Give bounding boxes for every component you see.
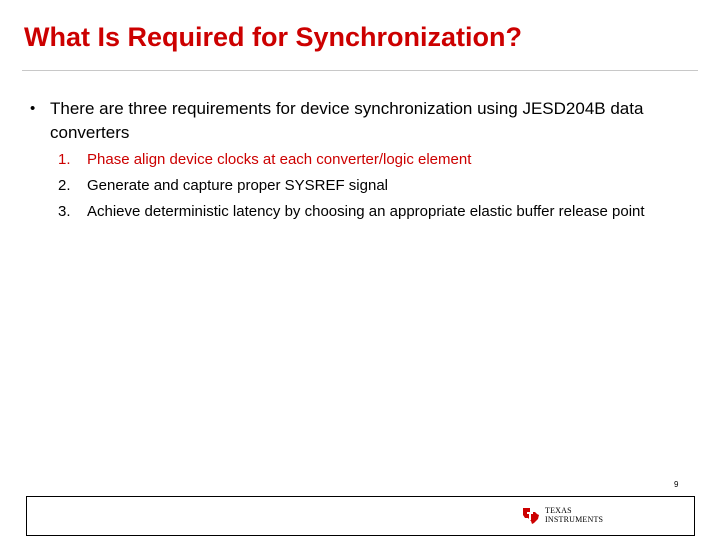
main-bullet bbox=[30, 97, 670, 145]
list-item bbox=[58, 202, 668, 222]
slide-title: What Is Required for Synchronization? bbox=[24, 22, 523, 52]
title-divider bbox=[22, 70, 698, 71]
bullet-marker: • bbox=[30, 100, 36, 117]
list-item-text: Achieve deterministic latency by choosing an appropriate elastic buffer release point bbox=[87, 203, 645, 220]
bullet-text: There are three requirements for device synchronization using JESD204B data converters bbox=[50, 99, 644, 142]
list-item-number: 1. bbox=[58, 151, 71, 168]
logo-line-2: INSTRUMENTS bbox=[545, 515, 604, 524]
list-item-number: 2. bbox=[58, 177, 71, 194]
list-item bbox=[58, 150, 668, 170]
logo-line-1: TEXAS bbox=[545, 506, 572, 515]
texas-state-icon bbox=[521, 505, 541, 525]
list-item-text: Generate and capture proper SYSREF signal bbox=[87, 177, 389, 194]
list-item-number: 3. bbox=[58, 203, 71, 220]
list-item-text: Phase align device clocks at each converter/logic element bbox=[87, 151, 472, 168]
page-number: 9 bbox=[674, 480, 679, 489]
list-item bbox=[58, 176, 668, 196]
requirements-list bbox=[58, 150, 668, 228]
ti-logo bbox=[521, 505, 603, 525]
ti-wordmark bbox=[545, 506, 603, 524]
